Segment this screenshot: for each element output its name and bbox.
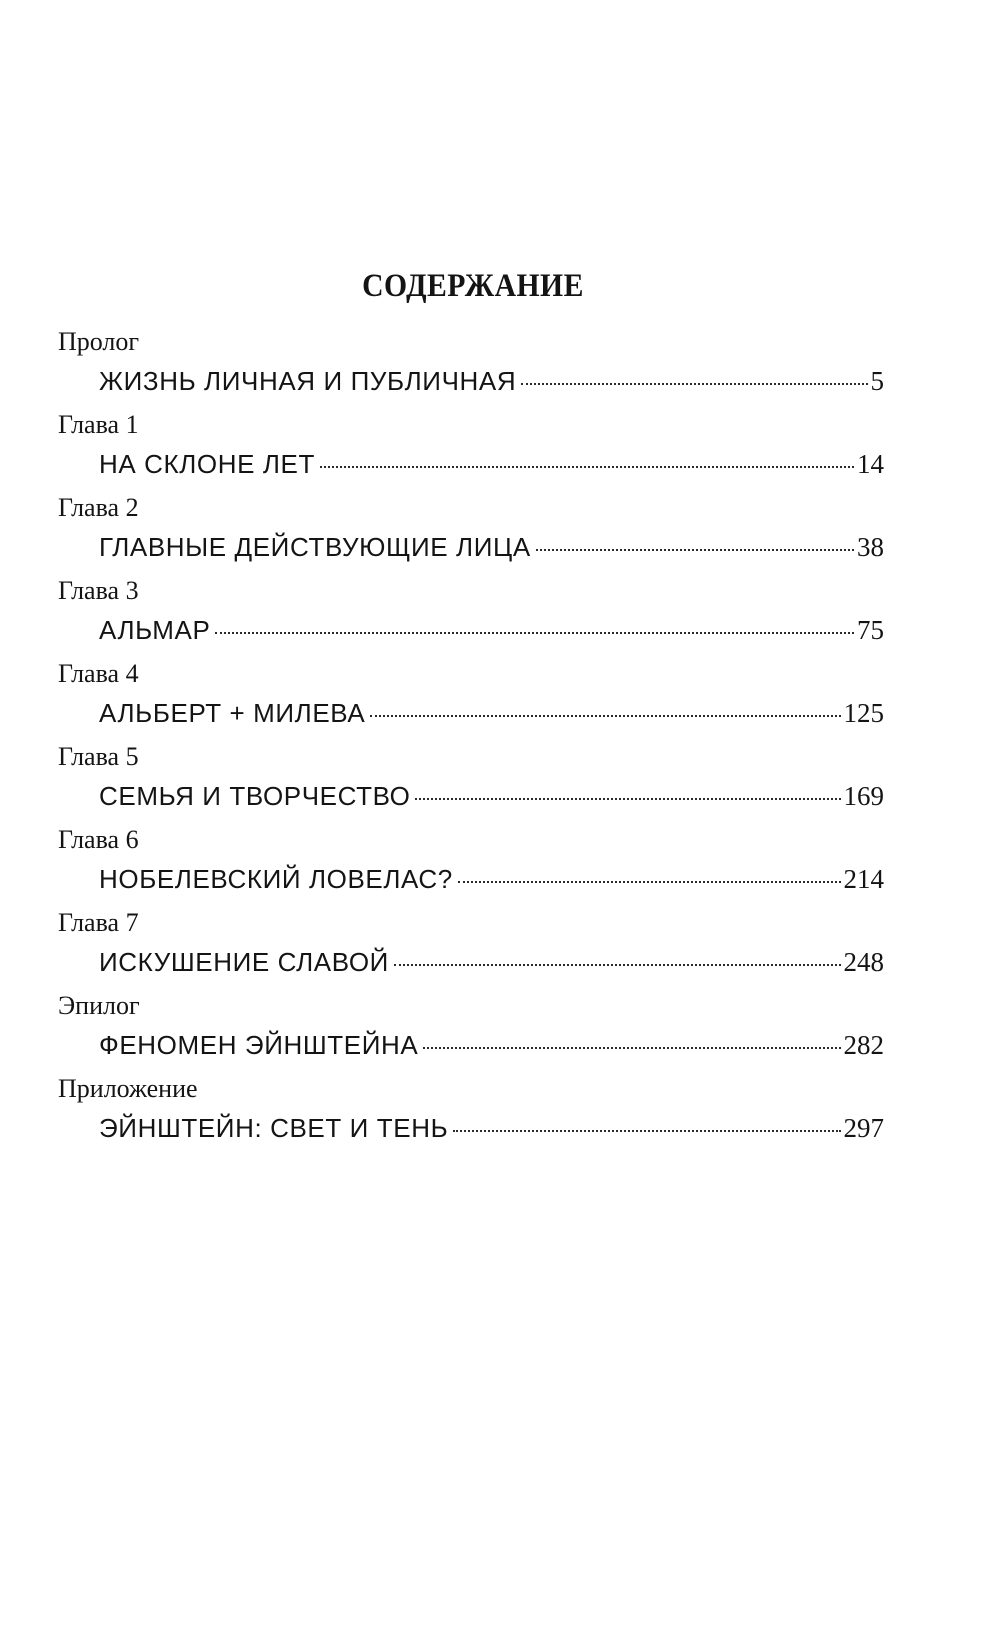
entry-label: Глава 7 <box>58 908 139 937</box>
dot-leader <box>415 798 840 800</box>
page-number: 38 <box>857 532 884 562</box>
entry-row <box>99 695 884 731</box>
dot-leader <box>458 881 841 883</box>
page-number: 282 <box>843 1030 884 1060</box>
entry-label: Глава 2 <box>58 493 139 522</box>
toc-entry-chapter-6[interactable] <box>58 824 884 907</box>
entry-row <box>99 446 884 482</box>
entry-row <box>99 1110 884 1146</box>
entry-label: Глава 1 <box>58 410 139 439</box>
toc-entry-chapter-1[interactable] <box>58 409 884 492</box>
dot-leader <box>215 632 854 634</box>
entry-row <box>99 944 884 980</box>
dot-leader <box>521 383 867 385</box>
dot-leader <box>394 964 841 966</box>
toc-entry-prologue[interactable] <box>58 326 884 409</box>
dot-leader <box>370 715 840 717</box>
toc-entry-chapter-7[interactable] <box>58 907 884 990</box>
entry-title: ЭЙНШТЕЙН: СВЕТ И ТЕНЬ <box>99 1113 449 1143</box>
dot-leader <box>320 466 854 468</box>
page-number: 169 <box>843 781 884 811</box>
entry-row <box>99 1027 884 1063</box>
entry-row <box>99 612 884 648</box>
page-number: 214 <box>843 864 884 894</box>
entry-label: Глава 5 <box>58 742 139 771</box>
entry-title: АЛЬМАР <box>99 615 211 645</box>
entry-title: ФЕНОМЕН ЭЙНШТЕЙНА <box>99 1030 419 1060</box>
entry-row <box>99 861 884 897</box>
table-of-contents <box>58 326 884 1156</box>
toc-entry-chapter-3[interactable] <box>58 575 884 658</box>
entry-title: ИСКУШЕНИЕ СЛАВОЙ <box>99 947 389 977</box>
page-title: СОДЕРЖАНИЕ <box>362 268 584 304</box>
entry-label: Пролог <box>58 327 140 356</box>
entry-label: Глава 4 <box>58 659 139 688</box>
page-number: 5 <box>870 366 884 396</box>
page-number: 297 <box>843 1113 884 1143</box>
page-number: 125 <box>843 698 884 728</box>
dot-leader <box>423 1047 840 1049</box>
dot-leader <box>453 1130 840 1132</box>
entry-title: НА СКЛОНЕ ЛЕТ <box>99 449 315 479</box>
entry-title: ЖИЗНЬ ЛИЧНАЯ И ПУБЛИЧНАЯ <box>99 366 517 396</box>
entry-title: АЛЬБЕРТ + МИЛЕВА <box>99 698 366 728</box>
entry-label: Глава 6 <box>58 825 139 854</box>
entry-title: НОБЕЛЕВСКИЙ ЛОВЕЛАС? <box>99 864 453 894</box>
entry-label: Эпилог <box>58 991 140 1020</box>
toc-entry-epilogue[interactable] <box>58 990 884 1073</box>
page-number: 248 <box>843 947 884 977</box>
entry-row <box>99 778 884 814</box>
toc-entry-chapter-2[interactable] <box>58 492 884 575</box>
toc-entry-chapter-4[interactable] <box>58 658 884 741</box>
entry-row <box>99 363 884 399</box>
page-number: 75 <box>857 615 884 645</box>
toc-entry-chapter-5[interactable] <box>58 741 884 824</box>
toc-entry-appendix[interactable] <box>58 1073 884 1156</box>
page-number: 14 <box>857 449 884 479</box>
entry-label: Приложение <box>58 1074 198 1103</box>
dot-leader <box>536 549 854 551</box>
entry-label: Глава 3 <box>58 576 139 605</box>
entry-title: СЕМЬЯ И ТВОРЧЕСТВО <box>99 781 411 811</box>
entry-title: ГЛАВНЫЕ ДЕЙСТВУЮЩИЕ ЛИЦА <box>99 532 531 562</box>
entry-row <box>99 529 884 565</box>
